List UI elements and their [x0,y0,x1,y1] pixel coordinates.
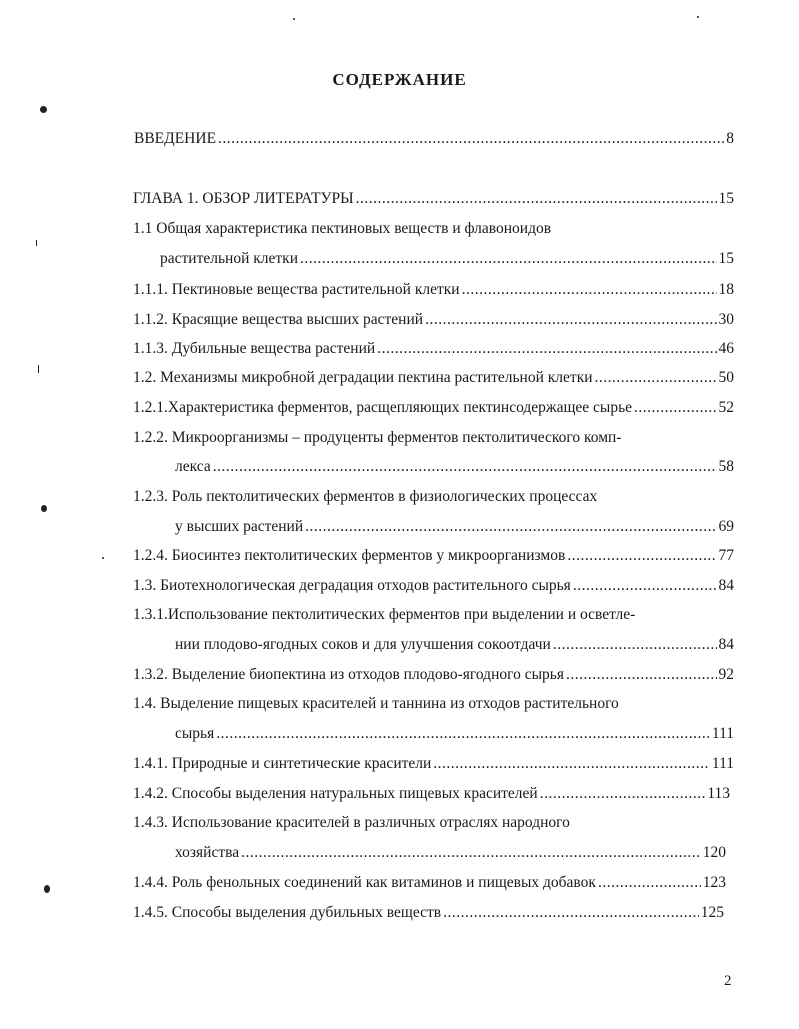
toc-entry-page: 120 [702,844,726,861]
toc-entry [160,249,734,269]
toc-entry [133,398,734,418]
toc-entry [133,754,734,774]
toc-entry-label: растительной клетки [160,250,298,267]
toc-entry-label: лекса [175,458,211,475]
toc-entry-label: 1.1.2. Красящие вещества высших растений [133,311,424,328]
toc-leader [241,843,701,863]
toc-entry-label: 1.2. Механизмы микробной деградации пектина растительной клетки [133,369,593,386]
toc-entry [175,517,734,537]
toc-entry-label: 1.4.4. Роль фенольных соединений как витаминов и пищевых добавок [133,874,596,891]
toc-entry-page: 52 [718,399,734,416]
scan-speck [102,557,104,559]
toc-entry-label: хозяйства [175,844,240,861]
toc-entry [133,873,726,893]
toc-entry-text: 1.3.1.Использование пектолитических ферментов при выделении и осветле- [133,606,636,623]
toc-entry-page: 84 [718,636,734,653]
toc-entry [133,339,734,359]
toc-entry [133,280,734,300]
toc-entry-label: 1.3.2. Выделение биопектина из отходов плодово-ягодного сырья [133,666,564,683]
toc-entry [175,843,726,863]
toc-entry-page: 15 [718,190,734,207]
toc-entry-label: у высших растений [175,518,304,535]
toc-entry-page: 50 [718,369,734,386]
toc-leader [433,754,710,774]
toc-leader [356,189,717,209]
toc-entry [175,635,734,655]
toc-entry-page: 125 [700,904,724,921]
toc-entry-label: 1.4.1. Природные и синтетические красители [133,755,432,772]
toc-entry-label: 1.4.5. Способы выделения дубильных веществ [133,904,442,921]
page-number: 2 [724,973,732,989]
toc-leader [213,457,717,477]
toc-entry-page: 69 [718,518,734,535]
toc-entry-label: 1.1.1. Пектиновые вещества растительной клетки [133,281,460,298]
toc-entry-label: 1.2.1.Характеристика ферментов, расщепляющих пектинсодержащее сырье [133,399,633,416]
toc-entry-page: 58 [718,458,734,475]
toc-entry [133,546,734,566]
toc-entry [133,903,724,923]
toc-entry [133,368,734,388]
toc-leader [598,873,701,893]
toc-leader [573,576,717,596]
toc-entry-text: 1.4. Выделение пищевых красителей и таннина из отходов растительного [133,695,619,712]
toc-entry-page: 111 [711,725,734,742]
toc-entry-label: ВВЕДЕНИЕ [134,130,217,147]
toc-entry-page: 77 [718,547,734,564]
toc-entry-text: 1.4.3. Использование красителей в различных отраслях народного [133,814,570,831]
toc-leader [595,368,717,388]
toc-leader [634,398,716,418]
toc-entry [175,724,734,744]
toc-leader [462,280,717,300]
toc-leader [300,249,717,269]
toc-entry [133,576,734,596]
scan-speck [41,505,47,512]
toc-entry-label: ГЛАВА 1. ОБЗОР ЛИТЕРАТУРЫ [133,190,354,207]
toc-entry-page: 18 [718,281,734,298]
toc-entry [175,457,734,477]
toc-leader [305,517,716,537]
toc-entry-label: нии плодово-ягодных соков и для улучшения сокоотдачи [175,636,551,653]
toc-entry-text: 1.1 Общая характеристика пектиновых веществ и флавоноидов [133,220,552,237]
toc-entry-label: 1.2.4. Биосинтез пектолитических ферментов у микроорганизмов [133,547,566,564]
toc-entry-page: 15 [718,250,734,267]
scan-speck [697,16,699,18]
scan-speck [36,240,37,246]
scan-speck [44,885,50,893]
toc-entry [133,784,730,804]
toc-entry [134,129,734,149]
scan-speck [293,18,295,20]
toc-entry [133,189,734,209]
toc-entry-page: 30 [718,311,734,328]
toc-entry-page: 8 [726,130,734,147]
toc-entry-page: 113 [707,785,730,802]
scan-speck [40,106,47,113]
toc-entry-page: 84 [718,577,734,594]
toc-entry-label: 1.4.2. Способы выделения натуральных пищевых красителей [133,785,538,802]
toc-leader [377,339,716,359]
toc-leader [540,784,706,804]
toc-entry-label: сырья [175,725,215,742]
toc-entry-label: 1.1.3. Дубильные вещества растений [133,340,376,357]
toc-leader [443,903,699,923]
toc-leader [567,546,716,566]
toc-leader [566,665,717,685]
toc-entry-label: 1.3. Биотехнологическая деградация отходов растительного сырья [133,577,571,594]
toc-entry [133,310,734,330]
page-title: СОДЕРЖАНИЕ [332,70,467,89]
toc-entry [133,665,734,685]
toc-leader [216,724,710,744]
toc-entry-page: 92 [718,666,734,683]
toc-entry-page: 46 [718,340,734,357]
scan-speck [38,365,39,373]
toc-leader [218,129,724,149]
toc-entry-text: 1.2.3. Роль пектолитических ферментов в физиологических процессах [133,488,598,505]
toc-leader [425,310,716,330]
toc-entry-page: 123 [702,874,726,891]
toc-entry-text: 1.2.2. Микроорганизмы – продуценты ферментов пектолитического комп- [133,429,622,446]
toc-leader [553,635,717,655]
toc-entry-page: 111 [711,755,734,772]
